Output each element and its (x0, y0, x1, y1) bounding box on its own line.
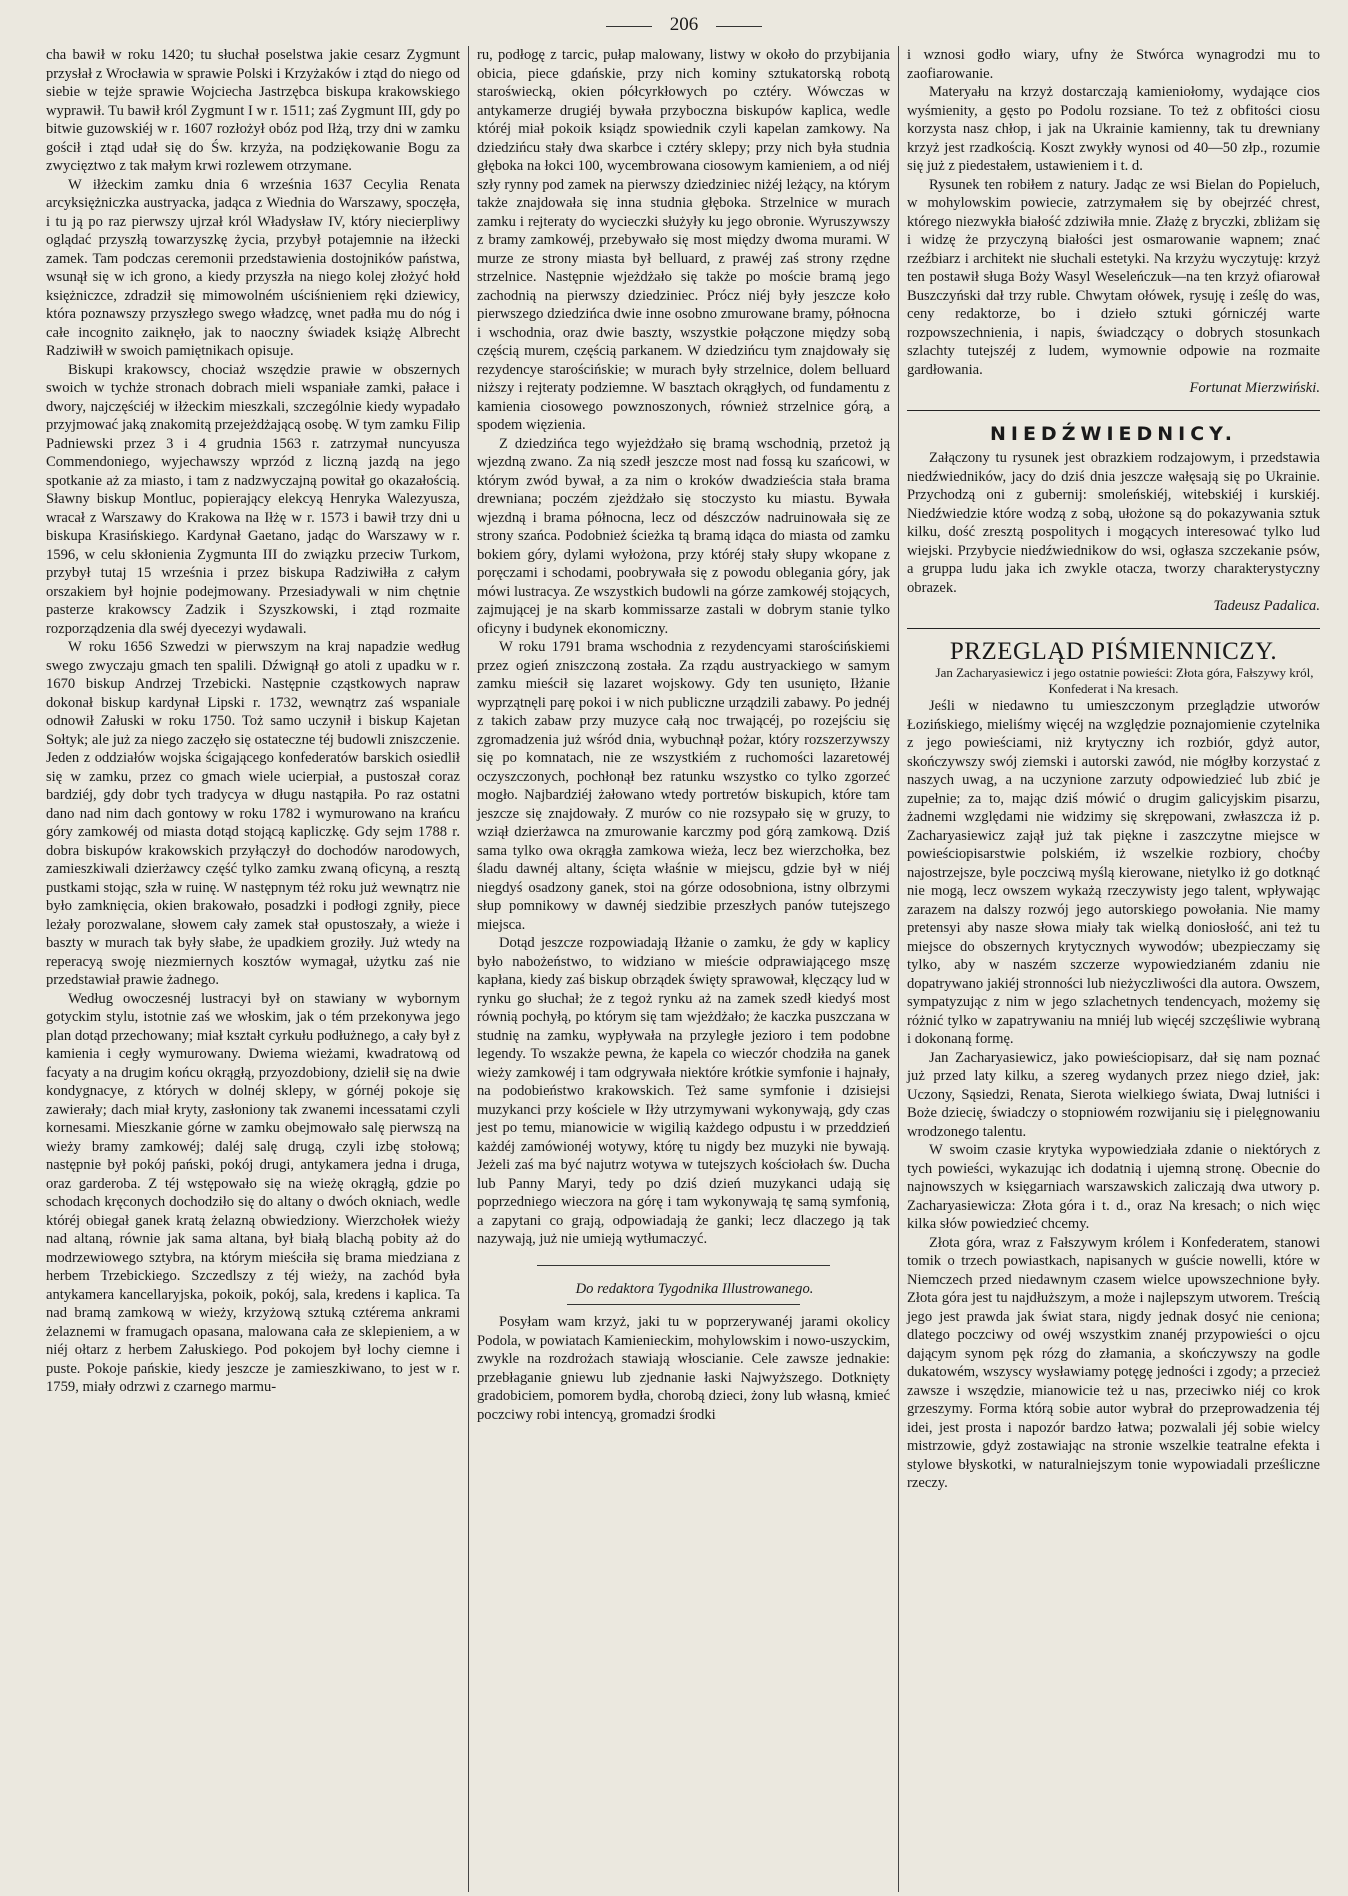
column-1 (38, 46, 468, 1892)
author-signature: Tadeusz Padalica. (1213, 598, 1320, 614)
author-signature: Fortunat Mierzwiński. (1189, 380, 1320, 396)
paragraph: Złota góra, wraz z Fałszywym królem i Konfederatem, stanowi tomik o trzech powiastkach, napisanych w guście nowelli, które w Niemczech przed niedawnym czasem wielce upowszechnione były. Złota góra jest tu najdłuższym, a może i najlepszym utworem. Treścią jego jest prawda jak świat stara, nigdy jednak dosyć nie ceniona; dlatego poczciwy od owéj wszystkim znanéj przypowieści o ojcu dającym synom pęk rózg do złamania, a skończywszy na godle dukatowém, wszyscy wysławiamy potęgę jedności i zgody; a przecież zawsze i wszędzie, mianowicie też u nas, przeciwko niéj co krok grzeszymy. Forma którą sobie autor wybrał do przeprowadzenia téj idei, jest prosta i napozór bardzo łatwa; pozwalali jéj sobie wielcy mistrzowie, gdyż zostawiając na stronie wszelkie teatralne efekta i stylowe błyskotki, w naturalniejszym tonie wypowiadali prześliczne rzeczy. (907, 1234, 1320, 1491)
section-divider (567, 1304, 800, 1305)
paragraph: Z dziedzińca tego wyjeżdżało się bramą wschodnią, przetoż ją wjezdną zwano. Za nią szedł jeszcze most nad fossą ku szańcowi, w którym zwód bywał, a za nim o kroków dwadzieścia stała brama drewniana; poczém zjeżdżało się stoczysto ku miastu. Bywała wjezdną i brama północna, lecz od dészczów nadruinowała się ze strony szańca. Podobnież ścieżka tą bramą idąca do miasta od zamku bokiem góry, dylami wyłożona, przy któréj stały słupy wkopane z poręczami i schodami, poobrywała się z powodu oblegania góry, jak mówi lustracya. Ze wszystkich budowli na górze zamkowéj stojących, zajmującej je na skarb kommissarze zastali w dobrym stanie tylko oficyny i budynek ekonomiczny. (477, 435, 890, 637)
column-3 (898, 46, 1328, 1892)
paragraph: Jeśli w niedawno tu umieszczonym przeglądzie utworów Łozińskiego, mieliśmy więcéj na względzie poznajomienie czytelnika z jego powieściami, niż krytyczny ich rozbiór, gdyż autor, skończywszy swój ziemski i autorski zawód, nie mógłby korzystać z naszych uwag, a na uczynione zarzuty odpowiedzieć lub zbić je zupełnie; za to, mając dziś mówić o drugim galicyjskim pisarzu, żadnemi względami nie widzimy się skrępowani, zwłaszcza iż p. Zacharyasiewicz zajął już tak piękne i zaszczytne miejsce w powieściopisarstwie polskiém, iż wszelkie rozbiory, choćby najostrzejsze, byle poczciwą myślą kierowane, nietylko iż go dotknąć nie mogą, lecz owszem wykażą rzeczywisty jego talent, wpływając zarazem na dalszy rozwój jego autorskiego powołania. Nie mamy pretensyi aby nasze słowa miały tak wielką doniosłość, ani też tu miejsce do obszernych krytycznych wywodów; ubezpieczamy się tylko, aby w naszém szczerze wypowiedzianém zdaniu nie dopatrywano jakiéj stronności lub nieżyczliwości dla autora. Owszem, sympatyzując z nim w jego szlachetnych tendencyach, możemy się różnić tylko w zapatrywaniu na mniéj lub więcéj szczęśliwie wybraną i dokonaną formę. (907, 698, 1320, 1047)
section-title: PRZEGLĄD PIŚMIENNICZY. (949, 637, 1278, 665)
text-columns (38, 46, 1330, 1892)
paragraph: Biskupi krakowscy, chociaż wszędzie prawie w obszernych swoich w tychże stronach dobrach mieli wspaniałe zamki, pałace i dwory, najczęściéj w iłżeckim mieszkali, szczególnie kiedy wypadało przyjmować jaką znakomitą przejeżdżającą osobę. W tym zamku Filip Padniewski przez 3 i 4 grudnia 1563 r. zatrzymał nuncyusza Commendoniego, wyjechawszy wprzód z liczną jazdą na jego spotkanie aż za miasto, i tam z nadzwyczajną powitał go okazałością. Sławny biskup Montluc, popierający elekcyą Henryka Walezyusza, wracał z Warszawy do Krakowa na Iłżę w r. 1573 i bawił trzy dni u biskupa Krasińskiego. Kardynał Gaetano, jadąc do Warszawy w r. 1596, w celu skłonienia Zygmunta III do związku przeciw Turkom, przybył tutaj 15 września i przez biskupa Radziwiłła z całym orszakiem był hojnie podejmowany. Przesiadywali w nim chętnie pasterze krakowscy Zadzik i Szyszkowski, i ztąd rozmaite rozporządzenia dla swéj dyecezyi wydawali. (46, 361, 460, 637)
section-divider (907, 628, 1320, 629)
paragraph: Rysunek ten robiłem z natury. Jadąc ze wsi Bielan do Popieluch, w mohylowskim powiecie, zatrzymałem się by obejrzéć chrest, którego niezwykła białość zdziwiła mnie. Złażę z bryczki, zbliżam się i widzę że przyczyną białości jest osmarowanie wapnem; znać rzeźbiarz i architekt nie słuchali estetyki. Na krzyżu wyczytuję: krzyż ten postawił sługa Boży Wasyl Weseleńczuk—na ten krzyż ofiarował Buszczyński dał trzy ruble. Chwytam ołówek, rysuję i ześlę do was, ceny redaktorze, bo i dzieło sztuki górniczéj warte rozpowszechnienia, i napis, świadczący o dobrych stosunkach szlachty tutejszéj z ludem, wymownie odpowie na rozmaite gardłowania. (907, 176, 1320, 378)
paragraph: W iłżeckim zamku dnia 6 września 1637 Cecylia Renata arcyksiężniczka austryacka, jadąca z Wiednia do Warszawy, spoczęła, i tu ją po raz pierwszy ujrzał król Władysław IV, który niecierpliwy oglądać przyszłą towarzyszkę życia, przybył potajemnie na iłżecki zamek. Tam podczas ceremonii przedstawienia dostojników państwa, wsunął się w ich grono, a kiedy przyszła na niego kolej złożyć hołd księżniczce, zdradził się mimowolném uściśnieniem ręki dziewicy, która poznawszy przyszłego swego władzcę, wnet padła mu do nóg i całe incognito zaiknęło, jak to naoczny świadek książę Albrecht Radziwiłł w swoich pamiętnikach opisuje. (46, 176, 460, 359)
paragraph: W roku 1791 brama wschodnia z rezydencyami starościńskiemi przez ogień zniszczoną została. Za rządu austryackiego w samym zamku mieścił się lazaret wojskowy. Gdy ten usunięto, Iłżanie wyprzątnęli parę pokoi i w nich publiczne urządzili zabawy. Po jednéj z takich zabaw przy muzyce całą noc trwającéj, po rozejściu się zgromadzenia już wśród dnia, wybuchnął pożar, który rozszerzywszy się po komnatach, nie ze wszystkiém z ruchomości lazaretowéj oczyszczonych, pochłonął bez ratunku wszystko co tylko zgorzeć mogło. Najbardziéj żałowano wtedy portretów biskupich, które tam jeszcze się znajdowały. Z murów co nie rozsypało się w gruzy, to wziął dzierżawca na zmurowanie karczmy pod górą zamkową. Dziś sama tylko owa okrągła zamkowa wieża, lecz bez wierzchołka, bez śladu dawnéj altany, ścięta właśnie w miejscu, gdzie był w niéj niegdyś osadzony ganek, stoi na górze odosobniona, istny olbrzymi słup pomnikowy w dawnéj siedzibie przeszłych panów tutejszego miejsca. (477, 639, 890, 933)
section-divider (907, 410, 1320, 411)
paragraph: Materyału na krzyż dostarczają kamieniołomy, wydające cios wyśmienity, a gęsto po Podolu rozsiane. To też z obfitości ciosu korzysta nasz chłop, i jak na Ukrainie kamienny, tak tu drewniany krzyż jest rzadkością. Koszt zwykły wynosi od 40—50 złp., rozumie się już z piedestałem, ustawieniem i t. d. (907, 84, 1320, 174)
paragraph: Dotąd jeszcze rozpowiadają Iłżanie o zamku, że gdy w kaplicy było nabożeństwo, to widziano w mieście odprawiającego mszę kapłana, kiedy zaś biskup obrządek święty sprawował, klęczący lud w rynku go słuchał; że z tegoż rynku aż na zamek szedł kiedyś most równią pochyłą, po którym się tam wjeżdżało; że kaczka puszczana w studnię na zamku, wypływała na przyległe jezioro i tem podobne legendy. To wszakże pewna, że kapela co wieczór chodziła na ganek wieży zamkowéj i tam odgrywała niektóre krótkie symfonie i hajnały, na podobieństwo krakowskich. Też same symfonie i dzisiejsi muzykanci przy kościele w Iłży utrzymywani wykonywają, gdy czas jest po temu, mianowicie w wigilią każdego odpustu i w przeddzień każdéj zamówionéj wotywy, którę tu nigdy bez muzyki nie bywają. Jeżeli zaś ma być najutrz wotywa w tutejszych kościołach św. Ducha lub Panny Maryi, tedy po dziś dzień muzykanci udają się poprzedniego wieczora na górę i tam wykonywają tę samą symfonią, a zapytani co grają, odpowiadają że ganki; lecz dlaczego ją tak nazywają, już nie umieją wytłumaczyć. (477, 935, 890, 1247)
section-divider (537, 1265, 830, 1266)
paragraph: W roku 1656 Szwedzi w pierwszym na kraj napadzie według swego zwyczaju gmach ten spalili. Dźwignął go atoli z upadku w r. 1670 biskup Andrzej Trzebicki. Następnie cząstkowych napraw dokonał biskup kardynał Lipski r. 1732, wewnątrz zaś wspaniale odnowił Załuski w roku 1750. Toż samo uczynił i biskup Kajetan Sołtyk; ale już za niego zaczęło się ostateczne téj budowli zniszczenie. Jeden z oddziałów wojska ścigającego konfederatów barskich osiedlił się w zamku, przez co gmach wiele ucierpiał, a pustoszał coraz bardziéj, gdy dobr tych tradycya w długu nastąpiła. Po raz ostatni dano nad nim dach gontowy w roku 1782 i wymurowano na krańcu góry zamkowéj od miasta dotąd stojącą kapliczkę. Gdy sejm 1788 r. dobra biskupów krakowskich przyłączył do dochodów narodowych, zamieszkiwali dzierżawcy część tylko zamku zwaną oficyną, a resztą pustkami stojąc, szła w ruinę. W następnym téż roku już wewnątrz nie było zamknięcia, okien brakowało, posadzki i podłogi zgniły, piece leżały porozwalane, słowem cały zamek stał opustoszały, a wieże i baszty w murach tak były słabe, że upadkiem groziły. Już wtedy na reperacyą swoję niezmiernych kosztów wymagał, użytku zaś nie przedstawiał prawie żadnego. (46, 639, 460, 988)
review-heading: Jan Zacharyasiewicz i jego ostatnie powieści: Złota góra, Fałszywy król, Konfederat i Na kresach. (935, 665, 1314, 696)
paragraph: Według owoczesnéj lustracyi był on stawiany w wybornym gotyckim stylu, istotnie zaś we włoskim, jak o tém przekonywa jego plan dotąd przechowany; miał kształt cyrkułu podłużnego, a cały był z kamienia i cegły wymurowany. Dwiema wieżami, kwadratową od facyaty a na drugim końcu okrągłą, przyozdobiony, dzielił się na dwie kondygnacye, z których w dolnéj sklepy, w górnéj pokoje się zawierały; dach miał kryty, zasłoniony tak zwanemi incessatami czyli kornesami. Mieszkanie górne w zamku obejmowało salę pierwszą na wieży bramy zamkowéj; daléj salę drugą, czyli izbę stołową; następnie był pokój pański, pokój drugi, antykamera jedna i druga, oraz garderoba. Z téj wstępowało się na wieżę okrągłą, gdzie po schodach kręconych dochodziło się do altany o dwóch okniach, wedle któréj obiegał ganek kratą żelazną obwiedziony. Wierzchołek wieży nad altaną, równie jak sama altana, był białą blachą pobity aż do modrzewiowego sztybra, na którym mieściła się brama miedziana z herbem Trzebickiego. Szczedlszy z téj wieży, na zachód była antykamera kancellaryjska, pokoik, pokój, sala, kredens i kaplica. Ta nad bramą zamkową w wieży, krzyżową sztuką cztérema ankrami żelaznemi w framugach opasana, malowana cała ze sklepieniem, a w niéj ołtarz z herbem Załuskiego. Pod pokojem był lochy ciemne i puste. Pokoje pańskie, kiedy jeszcze je zamieszkiwano, to jest w r. 1759, miały odrzwi z czarnego marmu- (46, 990, 460, 1395)
page-header (38, 6, 1330, 46)
paragraph: Załączony tu rysunek jest obrazkiem rodzajowym, i przedstawia niedźwiedników, jacy do dziś dnia jeszcze wałęsają się po Ukrainie. Przychodzą oni z gubernij: smoleńskiéj, witebskiéj i kurskiéj. Niedźwiedzie które wodzą z sobą, ułożone są do pokazywania sztuk kilku, dość zresztą pospolitych i mogących interesować tylko lud wiejski. Przybycie niedźwiednikow do wsi, ogłasza szczekanie psów, a gruppa ludu jaka ich zwykle otacza, tworzy charakterystyczny obrazek. (907, 450, 1320, 596)
paragraph: W swoim czasie krytyka wypowiedziała zdanie o niektórych z tych powieści, wykazując ich dodatnią i ujemną stronę. Obecnie do najnowszych w księgarniach warszawskich zaliczają dwa utwory p. Zacharyasiewicza: Złota góra i t. d., oraz Na kresach; o nich więc kilka słów powiedzieć chcemy. (907, 1142, 1320, 1232)
paragraph: Jan Zacharyasiewicz, jako powieściopisarz, dał się nam poznać już przed laty kilku, a szereg wydanych przez niego dzieł, jak: Uczony, Sąsiedzi, Renata, Sierota wielkiego świata, Dwaj lutniści i Boże dziecię, świadczy o stopniowém rozwijaniu się i pielęgnowaniu wrodzonego talentu. (907, 1049, 1320, 1140)
paragraph: ru, podłogę z tarcic, pułap malowany, listwy w około do przybijania obicia, piece gdańskie, przy nich kominy sztukatorską robotą staroświecką, okien półcyrkłowych po cztéry. Wówczas w antykamerze drugiéj bywała przyboczna biskupów kaplica, wedle któréj miał pokoik ksiądz spowiednik czyli kapelan zamkowy. Na dziedzińcu stały dwa skarbce i cztéry sklepy; przy nich była studnia głęboka na łokci 100, wycembrowana ciosowym kamieniem, a od niéj szły rynny pod zamek na pierwszy dziedziniec niżéj leżący, na którym także znajdowała się inna studnia głęboka. Strzelnice w murach zamku i rejteraty do wycieczki służyły ku jego obronie. Wyruszywszy z bramy zamkowéj, przebywało się most między dwoma murami. W murze ze strony miasta był belluard, z prawéj zaś strony rzędne strzelnice. Następnie wjeżdżało się także po moście bramą jego zachodnią na pierwszy dziedziniec. Prócz niéj były jeszcze koło pierwszego dziedzińca dwie inne osobno zmurowane bramy, północna i wschodnia, oraz dwie baszty, wszystkie połączone między sobą częścią murem, częścią parkanem. W dziedzińcu tym znajdowały się rezydencye starościńskie; w murach były strzelnice, dolem belluard niższy i rejteraty podziemne. W basztach okrągłych, od fundamentu z kamienia ciosowego powznoszonych, również strzelnice górą, a spodem więzienia. (477, 47, 890, 433)
column-2 (468, 46, 898, 1892)
page-number: 206 (652, 6, 717, 36)
letter-paragraph: Posyłam wam krzyż, jaki tu w poprzerywanéj jarami okolicy Podola, w powiatach Kamienieckim, mohylowskim i nowo-uszyckim, zwykle na rozdrożach stawiają włoscianie. Cele zawsze jednakie: przebłaganie gniewu lub zjednanie łaski Najwyższego. Dotknięty gradobiciem, pomorem bydła, chorobą dzieci, żony lub własną, kmieć poczciwy robi intencyą, gromadzi środki (477, 1314, 890, 1423)
letter-heading: Do redaktora Tygodnika Illustrowanego. (575, 1280, 814, 1297)
paragraph: i wznosi godło wiary, ufny że Stwórca wynagrodzi mu to zaofiarowanie. (907, 47, 1320, 82)
section-title: NIEDŹWIEDNICY. (989, 422, 1238, 445)
paragraph: cha bawił w roku 1420; tu słuchał poselstwa jakie cesarz Zygmunt przysłał z Wrocławia w sprawie Polski i Krzyżaków i ztąd do niego od siebie w tejże sprawie Wojciecha Jastrzębca biskupa krakowskiego wyprawił. Tu bawił król Zygmunt I w r. 1511; zaś Zygmunt III, gdy po bitwie guzowskiéj w r. 1607 rozłożył obóz pod Iłżą, trzy dni w zamku gościł i ztąd udał się do Św. krzyża, na podziękowanie Bogu za zwycięztwo z tak małym krwi rozlewem otrzymane. (46, 47, 460, 174)
